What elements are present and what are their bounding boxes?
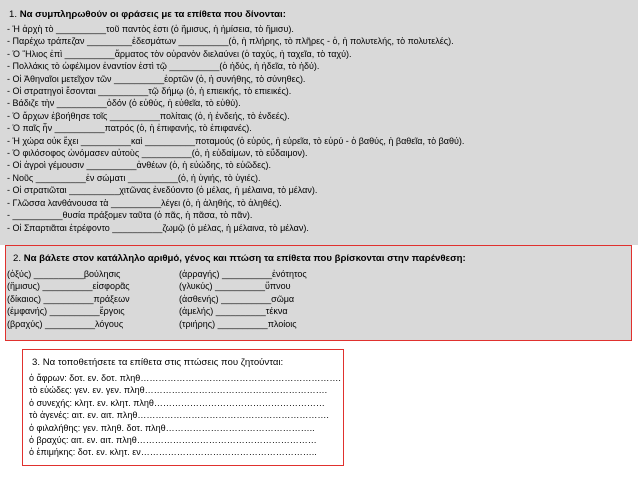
exercise-1-line: - Οἱ Ἀθηναῖοι μετεῖχον τῶν __________ἑορτῶν (ὁ, ἡ συνήθης, τὸ σύνηθες). [7, 73, 306, 84]
exercise-1-line: - __________θυσία πράξομεν ταῦτα (ὁ πᾶς, ἡ πᾶσα, τὸ πᾶν). [7, 210, 253, 221]
exercise-3-row: ὁ βραχύς: αιτ. εν. αιτ. πληθ…………………………………………………… [29, 435, 317, 446]
exercise-2-item: (τριήρης) __________πλοίοις [179, 318, 297, 329]
exercise-1-title [9, 9, 286, 21]
exercise-1-lines [7, 23, 464, 234]
exercise-3-instruction: Να τοποθετήσετε τα επίθετα στις πτώσεις που ζητούνται: [42, 357, 284, 368]
exercise-3-number: 3. [32, 357, 41, 368]
exercise-1-line: - Οἱ στρατιῶται __________χιτῶνας ἐνεδύοντο (ὁ μέλας, ἡ μέλαινα, τὸ μέλαν). [7, 185, 318, 196]
exercise-1-line: - Οἱ Σπαρτιᾶται ἐτρέφοντο __________ζωμῷ (ὁ μέλας, ἡ μέλαινα, τὸ μέλαν). [7, 222, 309, 233]
exercise-1-line: - Ἡ ἀρχὴ τὸ __________τοῦ παντὸς ἐστι (ὁ ἥμισυς, ἡ ἡμίσεια, τὸ ἥμισυ). [7, 24, 294, 34]
exercise-2-item: (ἀρραγής) __________ἐνότητος [179, 269, 307, 279]
exercise-3-rows [29, 372, 341, 459]
exercise-2-number: 2. [13, 253, 22, 264]
exercise-3-row: ὁ ἐπιμήκης: δοτ. εν. κλητ. εν………………………………………………….. [29, 447, 317, 458]
exercise-2-item: (γλυκύς) __________ὕπνου [179, 281, 291, 292]
exercise-3-row: ὁ ἄφρων: δοτ. εν. δοτ. πληθ…………………………………………………………. [29, 373, 341, 383]
exercise-3-row: ὁ συνεχής: κλητ. εν. κλητ. πληθ………………………………………………… [29, 397, 325, 408]
exercise-1-line: - Νοῦς __________ἐν σώματι __________(ὁ, ἡ ὑγιής, τὸ ὑγιές). [7, 172, 261, 183]
exercise-2-title [13, 253, 466, 265]
exercise-1-line: - Οἱ στρατηγοὶ ἔσονται __________τῷ δήμῳ (ὁ, ἡ επιεικής, τὸ επιεικές). [7, 86, 292, 97]
exercise-2-item: (ἥμισυς) __________εἰσφορᾶς [7, 281, 130, 292]
exercise-2-item: (ὀξύς) __________βούλησις [7, 269, 121, 279]
exercise-1-line: - Παρέχω τράπεζαν _________ἐδεσμάτων __________(ὁ, ἡ πλήρης, τὸ πλῆρες - ὁ, ἡ πολυτελής, τὸ πολυτελές). [7, 36, 454, 47]
exercise-1-line: - Ὁ ἄρχων ἐβοήθησε τοῖς __________πολίταις (ὁ, ἡ ἐνδεής, τὸ ἐνδεές). [7, 110, 290, 121]
exercise-3-section [22, 349, 344, 466]
exercise-1-line: - Γλῶσσα λανθάνουσα τὰ __________λέγει (ὁ, ἡ ἀληθής, τὸ ἀληθές). [7, 197, 282, 208]
exercise-2-item: (ἀσθενής) __________σῶμα [179, 293, 295, 304]
exercise-3-title [32, 357, 283, 369]
exercise-1-line: - Ὁ παῖς ἦν __________πατρός (ὁ, ἡ ἐπιφανής, τὸ ἐπιφανές). [7, 123, 252, 134]
exercise-3-row: ὁ φιλαλήθης: γεν. πληθ. δοτ. πληθ………………………………………….. [29, 422, 315, 433]
exercise-2-item: (ἐμφανής) __________ἔργοις [7, 306, 125, 317]
exercise-1-instruction: Να συμπληρωθούν οι φράσεις με τα επίθετα που δίνονται: [19, 9, 286, 20]
exercise-1-line: - Βάδιζε τὴν __________ὁδόν (ὁ εὐθύς, ἡ εὐθεῖα, τὸ εὐθύ). [7, 98, 241, 109]
exercise-2-item: (δίκαιος) __________πράξεων [7, 293, 130, 304]
exercise-3-row: τὸ εὐώδες: γεν. εν. γεν. πληθ……………………………………………………. [29, 385, 328, 396]
exercise-1-line: - Ὁ φιλόσοφος ὡνόμασεν αὐτοὺς __________(ὁ, ἡ εὐδαίμων, τὸ εὔδαιμον). [7, 148, 308, 159]
exercise-1-line: - Ἡ χώρα οὐκ ἔχει __________καὶ __________ποταμούς (ὁ εὐρύς, ἡ εὐρεῖα, τὸ εὐρύ - ὁ βαθύς, ἡ βαθεῖα, τὸ βαθύ). [7, 135, 465, 146]
exercise-1-line: - Ὁ Ἥλιος ἐπὶ __________ἅρματος τὸν οὐρανὸν διελαύνει (ὁ ταχύς, ἡ ταχεῖα, τὸ ταχύ). [7, 48, 352, 59]
exercise-2-section [5, 245, 632, 341]
exercise-1-number: 1. [9, 9, 18, 20]
exercise-2-instruction: Να βάλετε στον κατάλληλο αριθμό, γένος και πτώση τα επίθετα που βρίσκονται στην παρένθεση: [23, 253, 466, 264]
exercise-1-line: - Οἱ ἀγροὶ γέμουσιν __________ἀνθέων (ὁ, ἡ εὐώδης, τὸ εὐῶδες). [7, 160, 272, 171]
exercise-1-line: - Πολλάκις τὸ ὠφέλιμον ἐναντίον ἐστὶ τῷ __________(ὁ ἡδύς, ἡ ἡδεῖα, τὸ ἡδύ). [7, 61, 320, 72]
exercise-2-item: (ἀμελής) __________τέκνα [179, 306, 288, 317]
exercise-2-item: (βραχύς) __________λόγους [7, 318, 124, 329]
exercise-3-row: τὸ ἀγενές: αιτ. εν. αιτ. πληθ………………………………………………………. [29, 410, 329, 421]
